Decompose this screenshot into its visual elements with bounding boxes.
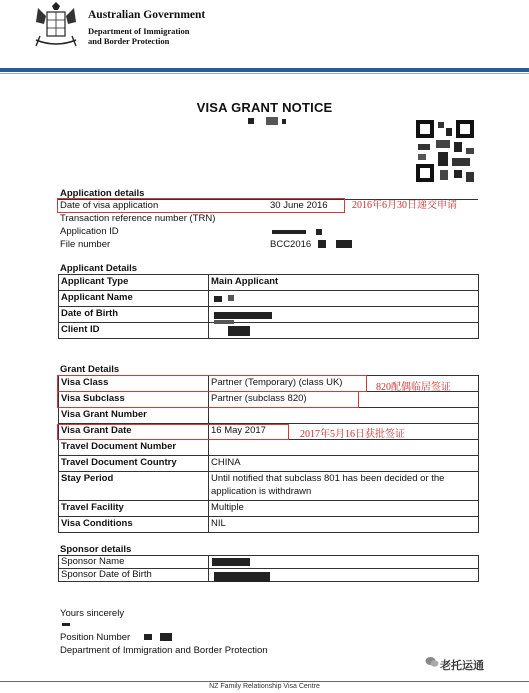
coat-of-arms-icon <box>30 2 82 52</box>
closing-sincerely: Yours sincerely <box>60 608 125 619</box>
table-row <box>59 501 479 517</box>
visa-grant-number-value <box>209 408 479 424</box>
highlight-grant-date <box>57 424 289 440</box>
date-of-birth-label: Date of Birth <box>59 307 209 323</box>
visa-grant-number-label: Visa Grant Number <box>59 408 209 424</box>
travel-facility-value: Multiple <box>209 501 479 517</box>
visa-conditions-label: Visa Conditions <box>59 517 209 533</box>
redaction <box>318 240 326 248</box>
visa-grant-date-label: Visa Grant Date <box>59 424 209 440</box>
sponsor-details-heading: Sponsor details <box>60 544 132 555</box>
document-title: VISA GRANT NOTICE <box>196 100 333 115</box>
letterhead <box>0 0 529 70</box>
sponsor-dob-label: Sponsor Date of Birth <box>59 569 209 582</box>
highlight-application-date <box>57 198 345 213</box>
table-row <box>59 275 479 291</box>
stay-period-label: Stay Period <box>59 472 209 501</box>
redaction <box>214 572 270 582</box>
stay-period-value: Until notified that subclass 801 has been decided or the application is withdrawn <box>209 472 479 501</box>
table-row <box>59 517 479 533</box>
redaction <box>266 117 278 125</box>
travel-facility-label: Travel Facility <box>59 501 209 517</box>
visa-grant-date-value: 16 May 2017 <box>209 424 479 440</box>
travel-document-number-value <box>209 440 479 456</box>
redaction <box>214 320 234 324</box>
redaction <box>160 633 172 641</box>
applicant-type-label: Applicant Type <box>59 275 209 291</box>
watermark-text: 老托运通 <box>440 660 484 672</box>
redaction <box>214 296 222 302</box>
application-date-value: 30 June 2016 <box>270 200 328 211</box>
application-details-heading: Application details <box>60 188 145 199</box>
highlight-visa-class <box>57 375 367 392</box>
position-number-label: Position Number <box>60 632 131 643</box>
signature-redaction <box>62 623 70 626</box>
closing-department: Department of Immigration and Border Protection <box>60 645 268 656</box>
visa-subclass-value: Partner (subclass 820) <box>209 392 479 408</box>
table-row <box>59 440 479 456</box>
redaction <box>316 229 322 235</box>
visa-class-value: Partner (Temporary) (class UK) <box>209 376 479 392</box>
applicant-table <box>58 274 479 339</box>
redaction <box>214 312 272 319</box>
trn-label: Transaction reference number (TRN) <box>60 213 216 224</box>
sponsor-name-label: Sponsor Name <box>59 556 209 569</box>
visa-subclass-label: Visa Subclass <box>59 392 209 408</box>
table-row <box>59 408 479 424</box>
visa-class-label: Visa Class <box>59 376 209 392</box>
redaction <box>228 295 234 301</box>
redaction <box>272 230 306 234</box>
applicant-name-value <box>209 291 479 307</box>
header-rule <box>0 68 529 72</box>
application-date-label: Date of visa application <box>60 200 159 211</box>
applicant-type-value: Main Applicant <box>209 275 479 291</box>
grant-details-heading: Grant Details <box>60 364 120 375</box>
travel-document-number-label: Travel Document Number <box>59 440 209 456</box>
redaction <box>336 240 352 248</box>
highlight-visa-subclass <box>57 391 359 408</box>
table-row <box>59 556 479 569</box>
redaction <box>248 118 254 124</box>
header-rule-thin <box>0 73 529 74</box>
applicant-name-label: Applicant Name <box>59 291 209 307</box>
travel-document-country-label: Travel Document Country <box>59 456 209 472</box>
redaction <box>282 119 286 124</box>
redaction <box>144 634 152 640</box>
table-row <box>59 472 479 501</box>
qr-code-icon <box>414 118 476 184</box>
redaction <box>228 326 250 336</box>
annotation-application-date: 2016年6月30日递交申请 <box>352 200 457 211</box>
department-name: Department of Immigration and Border Protection <box>88 26 190 46</box>
table-row <box>59 456 479 472</box>
table-row <box>59 291 479 307</box>
government-name: Australian Government <box>88 9 206 21</box>
redaction <box>212 558 250 566</box>
travel-document-country-value: CHINA <box>209 456 479 472</box>
application-id-label: Application ID <box>60 226 119 237</box>
chat-icon <box>425 656 439 668</box>
annotation-subclass: 820配偶临居签证 <box>376 382 451 393</box>
annotation-grant-date: 2017年5月16日获批签证 <box>300 429 405 440</box>
table-row <box>59 323 479 339</box>
footer-text: NZ Family Relationship Visa Centre <box>209 683 320 690</box>
file-number-value: BCC2016 <box>270 239 312 250</box>
applicant-details-heading: Applicant Details <box>60 263 138 274</box>
file-number-label: File number <box>60 239 111 250</box>
visa-conditions-value: NIL <box>209 517 479 533</box>
footer-rule <box>0 681 529 682</box>
client-id-label: Client ID <box>59 323 209 339</box>
